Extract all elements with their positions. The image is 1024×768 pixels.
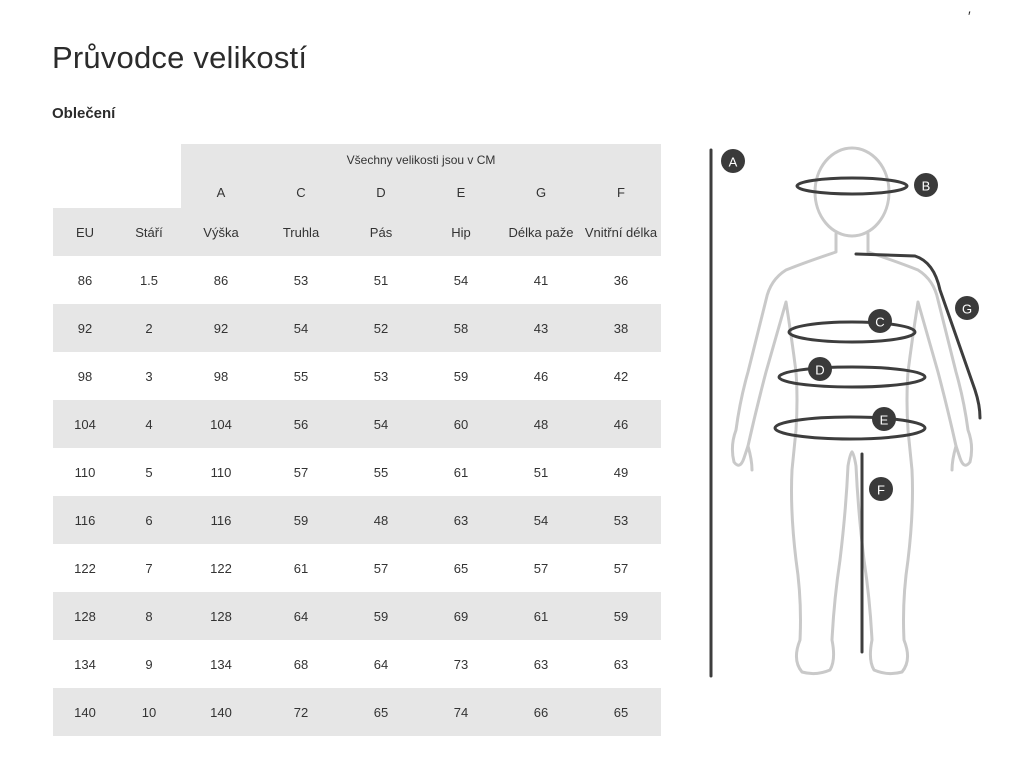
- badge-g-icon: [955, 296, 979, 320]
- cell-waist: 52: [373, 320, 389, 336]
- cell-inseam: 42: [613, 368, 629, 384]
- head-band-b: [797, 178, 907, 194]
- measure-letter-row: [53, 176, 661, 208]
- cell-eu: 104: [74, 416, 96, 432]
- inner-arm-left: [748, 302, 852, 674]
- column-header-row: [53, 208, 661, 256]
- table-row: [53, 496, 661, 544]
- badge-c-label: C: [875, 314, 885, 330]
- badge-a-icon: [721, 149, 745, 173]
- header-waist: Pás: [369, 224, 393, 240]
- letter-c: C: [261, 176, 341, 208]
- cell-waist: 65: [373, 704, 389, 720]
- cell-eu: 86: [77, 272, 93, 288]
- cell-height: 86: [213, 272, 229, 288]
- cell-hip: 58: [453, 320, 469, 336]
- cell-waist: 48: [373, 512, 389, 528]
- cell-age: 3: [145, 368, 153, 384]
- cell-hip: 74: [453, 704, 469, 720]
- cell-inseam: 46: [613, 416, 629, 432]
- letter-a: A: [181, 176, 261, 208]
- cell-height: 110: [210, 464, 232, 480]
- cell-age: 6: [145, 512, 153, 528]
- table-row: [53, 256, 661, 304]
- cell-chest: 53: [293, 272, 309, 288]
- badge-d-icon: [808, 357, 832, 381]
- cell-chest: 57: [293, 464, 309, 480]
- table-row: [53, 304, 661, 352]
- cell-eu: 140: [74, 704, 96, 720]
- cell-hip: 73: [453, 656, 469, 672]
- table-row: [53, 640, 661, 688]
- table-row: [53, 592, 661, 640]
- cell-hip: 65: [453, 560, 469, 576]
- cell-chest: 61: [293, 560, 309, 576]
- cell-inseam: 49: [613, 464, 629, 480]
- waist-band-d: [779, 367, 925, 387]
- cell-height: 122: [210, 560, 232, 576]
- cell-chest: 54: [293, 320, 309, 336]
- badge-f-label: F: [877, 482, 885, 498]
- cell-chest: 55: [293, 368, 309, 384]
- table-row: [53, 400, 661, 448]
- cell-arm-length: 63: [533, 656, 549, 672]
- cell-arm-length: 43: [533, 320, 549, 336]
- cell-arm-length: 41: [533, 272, 549, 288]
- cell-inseam: 57: [613, 560, 629, 576]
- cell-arm-length: 57: [533, 560, 549, 576]
- badge-c-icon: [868, 309, 892, 333]
- badge-e-label: E: [879, 412, 889, 428]
- cell-hip: 59: [453, 368, 469, 384]
- cell-eu: 98: [77, 368, 93, 384]
- cell-arm-length: 48: [533, 416, 549, 432]
- cell-chest: 59: [293, 512, 309, 528]
- cell-height: 92: [213, 320, 229, 336]
- header-hip: Hip: [451, 224, 471, 240]
- cell-waist: 53: [373, 368, 389, 384]
- letter-g: G: [501, 176, 581, 208]
- table-row: [53, 448, 661, 496]
- cell-height: 140: [210, 704, 232, 720]
- cell-hip: 63: [453, 512, 469, 528]
- blank-cell: [53, 144, 181, 176]
- cell-height: 134: [210, 656, 232, 672]
- table-row: [53, 688, 661, 736]
- cell-chest: 56: [293, 416, 309, 432]
- cell-hip: 60: [453, 416, 469, 432]
- table-row: [53, 352, 661, 400]
- cell-inseam: 63: [613, 656, 629, 672]
- cell-age: 10: [141, 704, 157, 720]
- cell-height: 116: [210, 512, 232, 528]
- cell-inseam: 36: [613, 272, 629, 288]
- cell-hip: 54: [453, 272, 469, 288]
- cell-chest: 64: [293, 608, 309, 624]
- cell-eu: 116: [74, 512, 96, 528]
- measurement-lines: [711, 150, 980, 676]
- cell-arm-length: 51: [533, 464, 549, 480]
- units-caption: Všechny velikosti jsou v CM: [181, 144, 661, 176]
- cell-hip: 69: [453, 608, 469, 624]
- blank-cell: [53, 176, 181, 208]
- badge-a-label: A: [728, 154, 738, 170]
- body-measurement-diagram: [700, 140, 1000, 685]
- cell-inseam: 59: [613, 608, 629, 624]
- section-title: Oblečení: [52, 105, 116, 122]
- cell-waist: 51: [373, 272, 389, 288]
- torso-outline-right: [868, 234, 972, 470]
- cell-arm-length: 66: [533, 704, 549, 720]
- close-icon[interactable]: ′: [968, 8, 971, 24]
- cell-age: 8: [145, 608, 153, 624]
- cell-age: 9: [145, 656, 153, 672]
- header-chest: Truhla: [282, 224, 320, 240]
- cell-waist: 54: [373, 416, 389, 432]
- cell-inseam: 38: [613, 320, 629, 336]
- cell-age: 5: [145, 464, 153, 480]
- letter-e: E: [421, 176, 501, 208]
- cell-chest: 72: [293, 704, 309, 720]
- cell-age: 1.5: [139, 272, 159, 288]
- cell-inseam: 53: [613, 512, 629, 528]
- cell-waist: 64: [373, 656, 389, 672]
- badge-b-label: B: [921, 178, 931, 194]
- cell-eu: 128: [74, 608, 96, 624]
- badge-f-icon: [869, 477, 893, 501]
- cell-height: 128: [210, 608, 232, 624]
- cell-age: 4: [145, 416, 153, 432]
- header-eu: EU: [75, 224, 95, 240]
- cell-height: 98: [213, 368, 229, 384]
- badge-g-label: G: [961, 301, 973, 317]
- header-age: Stáří: [135, 224, 163, 240]
- cell-arm-length: 46: [533, 368, 549, 384]
- header-arm-length: Délka paže: [508, 224, 574, 240]
- cell-age: 2: [145, 320, 153, 336]
- body-outline: [732, 148, 971, 674]
- cell-arm-length: 61: [533, 608, 549, 624]
- size-table: [53, 144, 661, 736]
- letter-d: D: [341, 176, 421, 208]
- cell-waist: 55: [373, 464, 389, 480]
- cell-eu: 110: [74, 464, 96, 480]
- cell-age: 7: [145, 560, 153, 576]
- page-title: Průvodce velikostí: [52, 40, 308, 75]
- badge-d-label: D: [815, 362, 825, 378]
- header-height: Výška: [203, 224, 239, 240]
- cell-height: 104: [210, 416, 232, 432]
- badge-b-icon: [914, 173, 938, 197]
- inner-arm-right: [852, 302, 956, 674]
- cell-eu: 122: [74, 560, 96, 576]
- cell-eu: 92: [77, 320, 93, 336]
- chest-band-c: [789, 322, 915, 342]
- cell-hip: 61: [453, 464, 469, 480]
- cell-arm-length: 54: [533, 512, 549, 528]
- cell-chest: 68: [293, 656, 309, 672]
- cell-eu: 134: [74, 656, 96, 672]
- table-caption-row: [53, 144, 661, 176]
- badge-e-icon: [872, 407, 896, 431]
- cell-waist: 59: [373, 608, 389, 624]
- header-inseam: Vnitřní délka: [584, 224, 658, 240]
- table-row: [53, 544, 661, 592]
- letter-f: F: [581, 176, 661, 208]
- cell-waist: 57: [373, 560, 389, 576]
- cell-inseam: 65: [613, 704, 629, 720]
